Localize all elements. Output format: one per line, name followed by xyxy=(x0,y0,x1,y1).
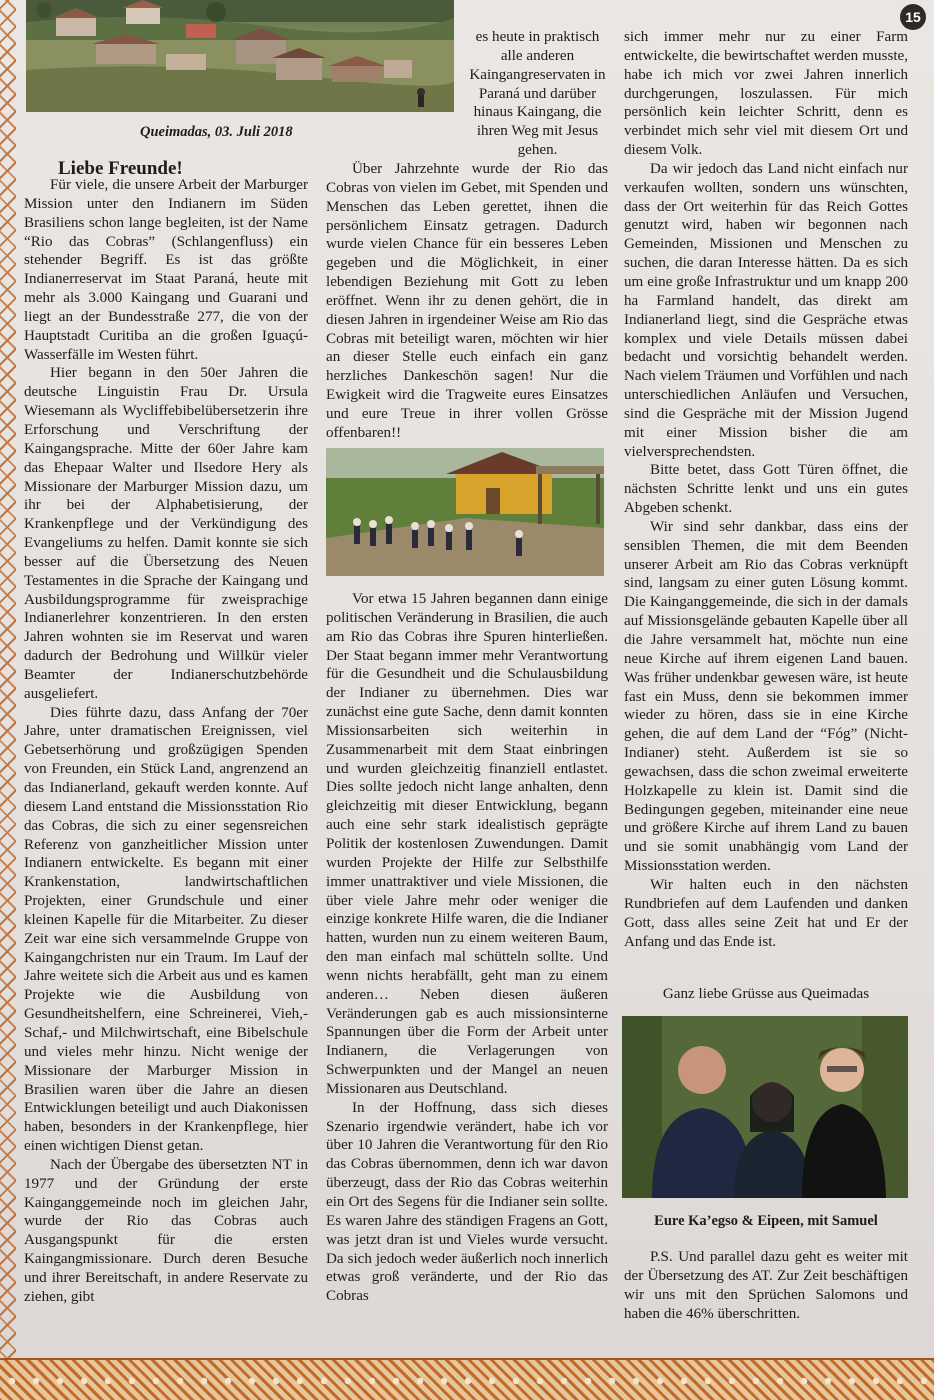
closing-line: Ganz liebe Grüsse aus Queimadas xyxy=(662,986,870,1002)
column-1 xyxy=(24,176,308,1307)
chapel-gathering-photo xyxy=(326,448,604,576)
paragraph: Für viele, die unsere Arbeit der Marburger Mission unter den Indianern im Süden Brasiliens schon lange begleiten, ist der Name “Rio das Cobras” (Schlangenfluss) ein stehender Begriff. Es ist das größte Indianerreservat im Staat Paraná, heute mit mehr als 3.000 Kaingang und Guarani und liegt an der Bundesstraße 277, die von der Hauptstadt Curitiba an die großen Iguaçú-Wasserfälle im Westen führt. xyxy=(24,177,308,363)
postscript xyxy=(624,1248,908,1323)
paragraph: Wir sind sehr dankbar, dass eins der sensiblen Themen, die mit dem Beenden unserer Arbeit am Rio das Cobras verknüpft sind, langsam zu einer guten Lösung kommt. Die Kainganggemeinde, die sich in der damals auf Missionsgelände gebauten Kapelle über all die Jahre versammelt hat, möchte nun eine neue Kirche auf ihrem eigenen Land bauen. Was früher undenkbar gewesen wäre, ist heute fast ein Muss, denn sie bekommen immer wieder zu hören, dass sie in eine Kirche gehen, die auf dem Land der “Fóg” (Nicht-Indianer) steht. Außerdem ist sie so gewachsen, dass die schon zweimal erweiterte Holzkapelle zu klein ist. Damit sind die Bedingungen gegeben, miteinander eine neue und größere Kirche auf ihrem Land zu bauen und sie somit unabhängig vom Land der Missionsstation werden. xyxy=(624,518,908,875)
paragraph: sich immer mehr nur zu einer Farm entwickelte, die bewirtschaftet werden musste, habe ich mich vor zwei Jahren innerlich durchgerungen, loszulassen. Für mich persönlich kein leichter Schritt, denn es verbindet mich sehr viel mit diesem Ort und diesem Volk. xyxy=(624,29,908,159)
paragraph: Hier begann in den 50er Jahren die deutsche Linguistin Frau Dr. Ursula Wiesemann als Wycliffebibelübersetzerin ihre Erforschung und Verschriftung der Kaingangsprache. Mitte der 60er Jahre kam das Ehepaar Walter und Ilsedore Hery als Missionare der Marburger Mission dazu, um ihr bei der Alphabetisierung, der Krankenpflege und der Verkündigung des Evangeliums zu helfen. Damit konnte sie sich besser auf die Übersetzung des Neuen Testamentes in die Sprache der Kaingang und Ausbildungsprogramme für zweisprachige Indianerlehrer konzentrieren. In den ersten Jahren wohnten sie im Reservat und waren dadurch der Bedrohung und Willkür vieler Beamter der Indianerschutzbehörde ausgeliefert. xyxy=(24,365,308,702)
photo-caption: Eure Ka’egso & Eipeen, mit Samuel xyxy=(654,1213,878,1229)
dateline: Queimadas, 03. Juli 2018 xyxy=(140,124,293,140)
family-photo xyxy=(622,1016,908,1198)
paragraph: Vor etwa 15 Jahren begannen dann einige politischen Veränderung in Brasilien, die auch am Rio das Cobras ihre Spuren hinterließen. Der Staat begann immer mehr Verantwortung für die Gesundheit und die Schulausbildung der Indianer zu übernehmen. Dies war zunächst eine gute Sache, denn damit konnten Missionsarbeiten sich weiterhin in Zusammenarbeit mit dem Staat einbringen und wurden gleichzeitig finanziell entlastet. Dies sollte jedoch nicht lange anhalten, denn gleichzeitig mit dieser Entwicklung, begann auch eine sehr stark idealistisch geprägte Politik der kostenlosen Zuwendungen. Damit wurden Projekte der Hilfe zur Selbsthilfe immer unattraktiver und viele Missionen, die über viele Jahre mehr oder weniger die einzige konkrete Hilfe waren, die die Indianer hatten, wurden nun zu einem weiteren Baum, den man einfach mal schütteln sollte. Und wenn nichts herabfällt, geht man zu einem anderen… Neben diesen äußeren Veränderungen gab es auch missionsinterne Spannungen über die Form der Arbeit unter Indianern, die Verlagerungen von Schwerpunkten und der Mangel an neuen Missionaren aus Deutschland. xyxy=(326,591,608,1097)
paragraph: Wir halten euch in den nächsten Rundbriefen auf dem Laufenden und danken Gott, dass alles seine Zeit hat und Er der Anfang und das Ende ist. xyxy=(624,876,908,950)
paragraph: Nach der Übergabe des übersetzten NT in 1977 und der Gründung der erste Kainganggemeinde noch im gleichen Jahr, wurde der Rio das Cobras auch Ausgangspunkt für die ersten Kaingangmissionare. Durch deren Besuche und ihrer Bereitschaft, in andere Reservate zu ziehen, gibt xyxy=(24,1156,308,1305)
paragraph: es heute in praktisch alle anderen Kaingangreservaten in Paraná und darüber hinaus Kaingang, die ihren Weg mit Jesus gehen. xyxy=(469,29,606,159)
column-2-top-fragment xyxy=(466,28,609,160)
village-photo xyxy=(26,0,454,112)
family-illustration xyxy=(622,1016,908,1198)
page-number-badge: 15 xyxy=(900,4,926,30)
paragraph: Über Jahrzehnte wurde der Rio das Cobras von vielen im Gebet, mit Spenden und Menschen das Leben gerettet, ihnen die persönlichem Einsatz getragen. Dadurch wurde vielen Chance für ein besseres Leben gegeben und die Möglichkeit, in einer lebendigen Beziehung mit Gott zu leben eröffnet. Wenn ihr zu denen gehört, die in diesen Jahren in irgendeiner Weise am Rio das Cobras mit beteiligt waren, möchten wir hier an dieser Stelle euch einfach ein ganz herzliches Dankeschön sagen! Nur die Ewigkeit wird die Tragweite eures Einsatzes und eure Treue in ihrer vollen Grösse offenbaren!! xyxy=(326,161,608,441)
left-decorative-border xyxy=(0,0,16,1360)
village-illustration xyxy=(26,0,454,112)
paragraph: P.S. Und parallel dazu geht es weiter mit der Übersetzung des AT. Zur Zeit beschäftigen wir uns mit den Sprüchen Salomons und haben die 46% überschritten. xyxy=(624,1249,908,1322)
greeting-heading: Liebe Freunde! xyxy=(58,158,183,179)
paragraph: In der Hoffnung, dass sich dieses Szenario irgendwie verändert, habe ich vor über 10 Jahren die Verantwortung für den Rio das Cobras übernommen, denn ich war davon überzeugt, dass der Rio das Cobras weiterhin ein Ort des Segens für die Indianer sein sollte. Es waren Jahre des ständigen Fragens an Gott, was jetzt dran ist und Vieles wurde versucht. Da sich jedoch weder äußerlich noch innerlich etwas groß veränderte, und der Rio das Cobras xyxy=(326,1099,608,1305)
column-3 xyxy=(624,28,908,951)
bottom-decorative-border xyxy=(0,1358,934,1400)
column-2-lower xyxy=(326,590,608,1306)
column-2-upper xyxy=(326,160,608,443)
paragraph: Dies führte dazu, dass Anfang der 70er Jahre, unter dramatischen Ereignissen, viel Gebetserhörung und großzügigen Spenden von Freunden, ein Stück Land, angrenzend an das Indianerland, gekauft werden konnte. Auf diesem Land entstand die Missionsstation Rio das Cobras, die sich zu einer segensreichen Referenz von ganzheitlicher Mission unter Indianern entwickelte. Es begann mit einer Krankenstation, landwirtschaftlichen Projekten, einer Grundschule und einer kleinen Kapelle für die Mitarbeiter. Zu dieser Zeit war eine sich versammelnde Gruppe von Kaingangchristen nur ein Traum. Im Lauf der Jahre weitete sich die Arbeit aus und es kamen Projekte wie die Ausbildung von Gesundheitshelfern, eine Schreinerei, Vieh,- Schaf,- und Milchwirtschaft, eine Bibelschule und vieles mehr hinzu. Nicht wenige der Missionare der Marburger Mission in Brasilien waren über die Jahre an diesen Entwicklungen beteiligt und auch Diakonissen haben, besonders in der Krankenpflege, hier einen wichtigen Dienst getan. xyxy=(24,704,308,1155)
paragraph: Bitte betet, dass Gott Türen öffnet, die nächsten Schritte lenkt und uns ein gutes Abgeben schenkt. xyxy=(624,462,908,517)
chapel-illustration xyxy=(326,448,604,576)
paragraph: Da wir jedoch das Land nicht einfach nur verkaufen wollten, sondern uns wünschten, dass der Ort weiterhin für das Reich Gottes genutzt wird, haben wir begonnen nach Gemeinden, Missionen und Menschen zu suchen, die daran Interesse hätten. Da es sich um eine große Infrastruktur und um knapp 200 ha Farmland handelt, das direkt am Indianerland liegt, sind die Gespräche etwas komplex und viele Details müssen dabei bedacht und vorsichtig behandelt werden. Nach vielem Träumen und Vorfühlen und nach unterschiedlichen Anläufen und Versuchen, sind die Gespräche mit der Mission Jugend mit einer Mission bisher die am vielversprechendsten. xyxy=(624,160,908,460)
